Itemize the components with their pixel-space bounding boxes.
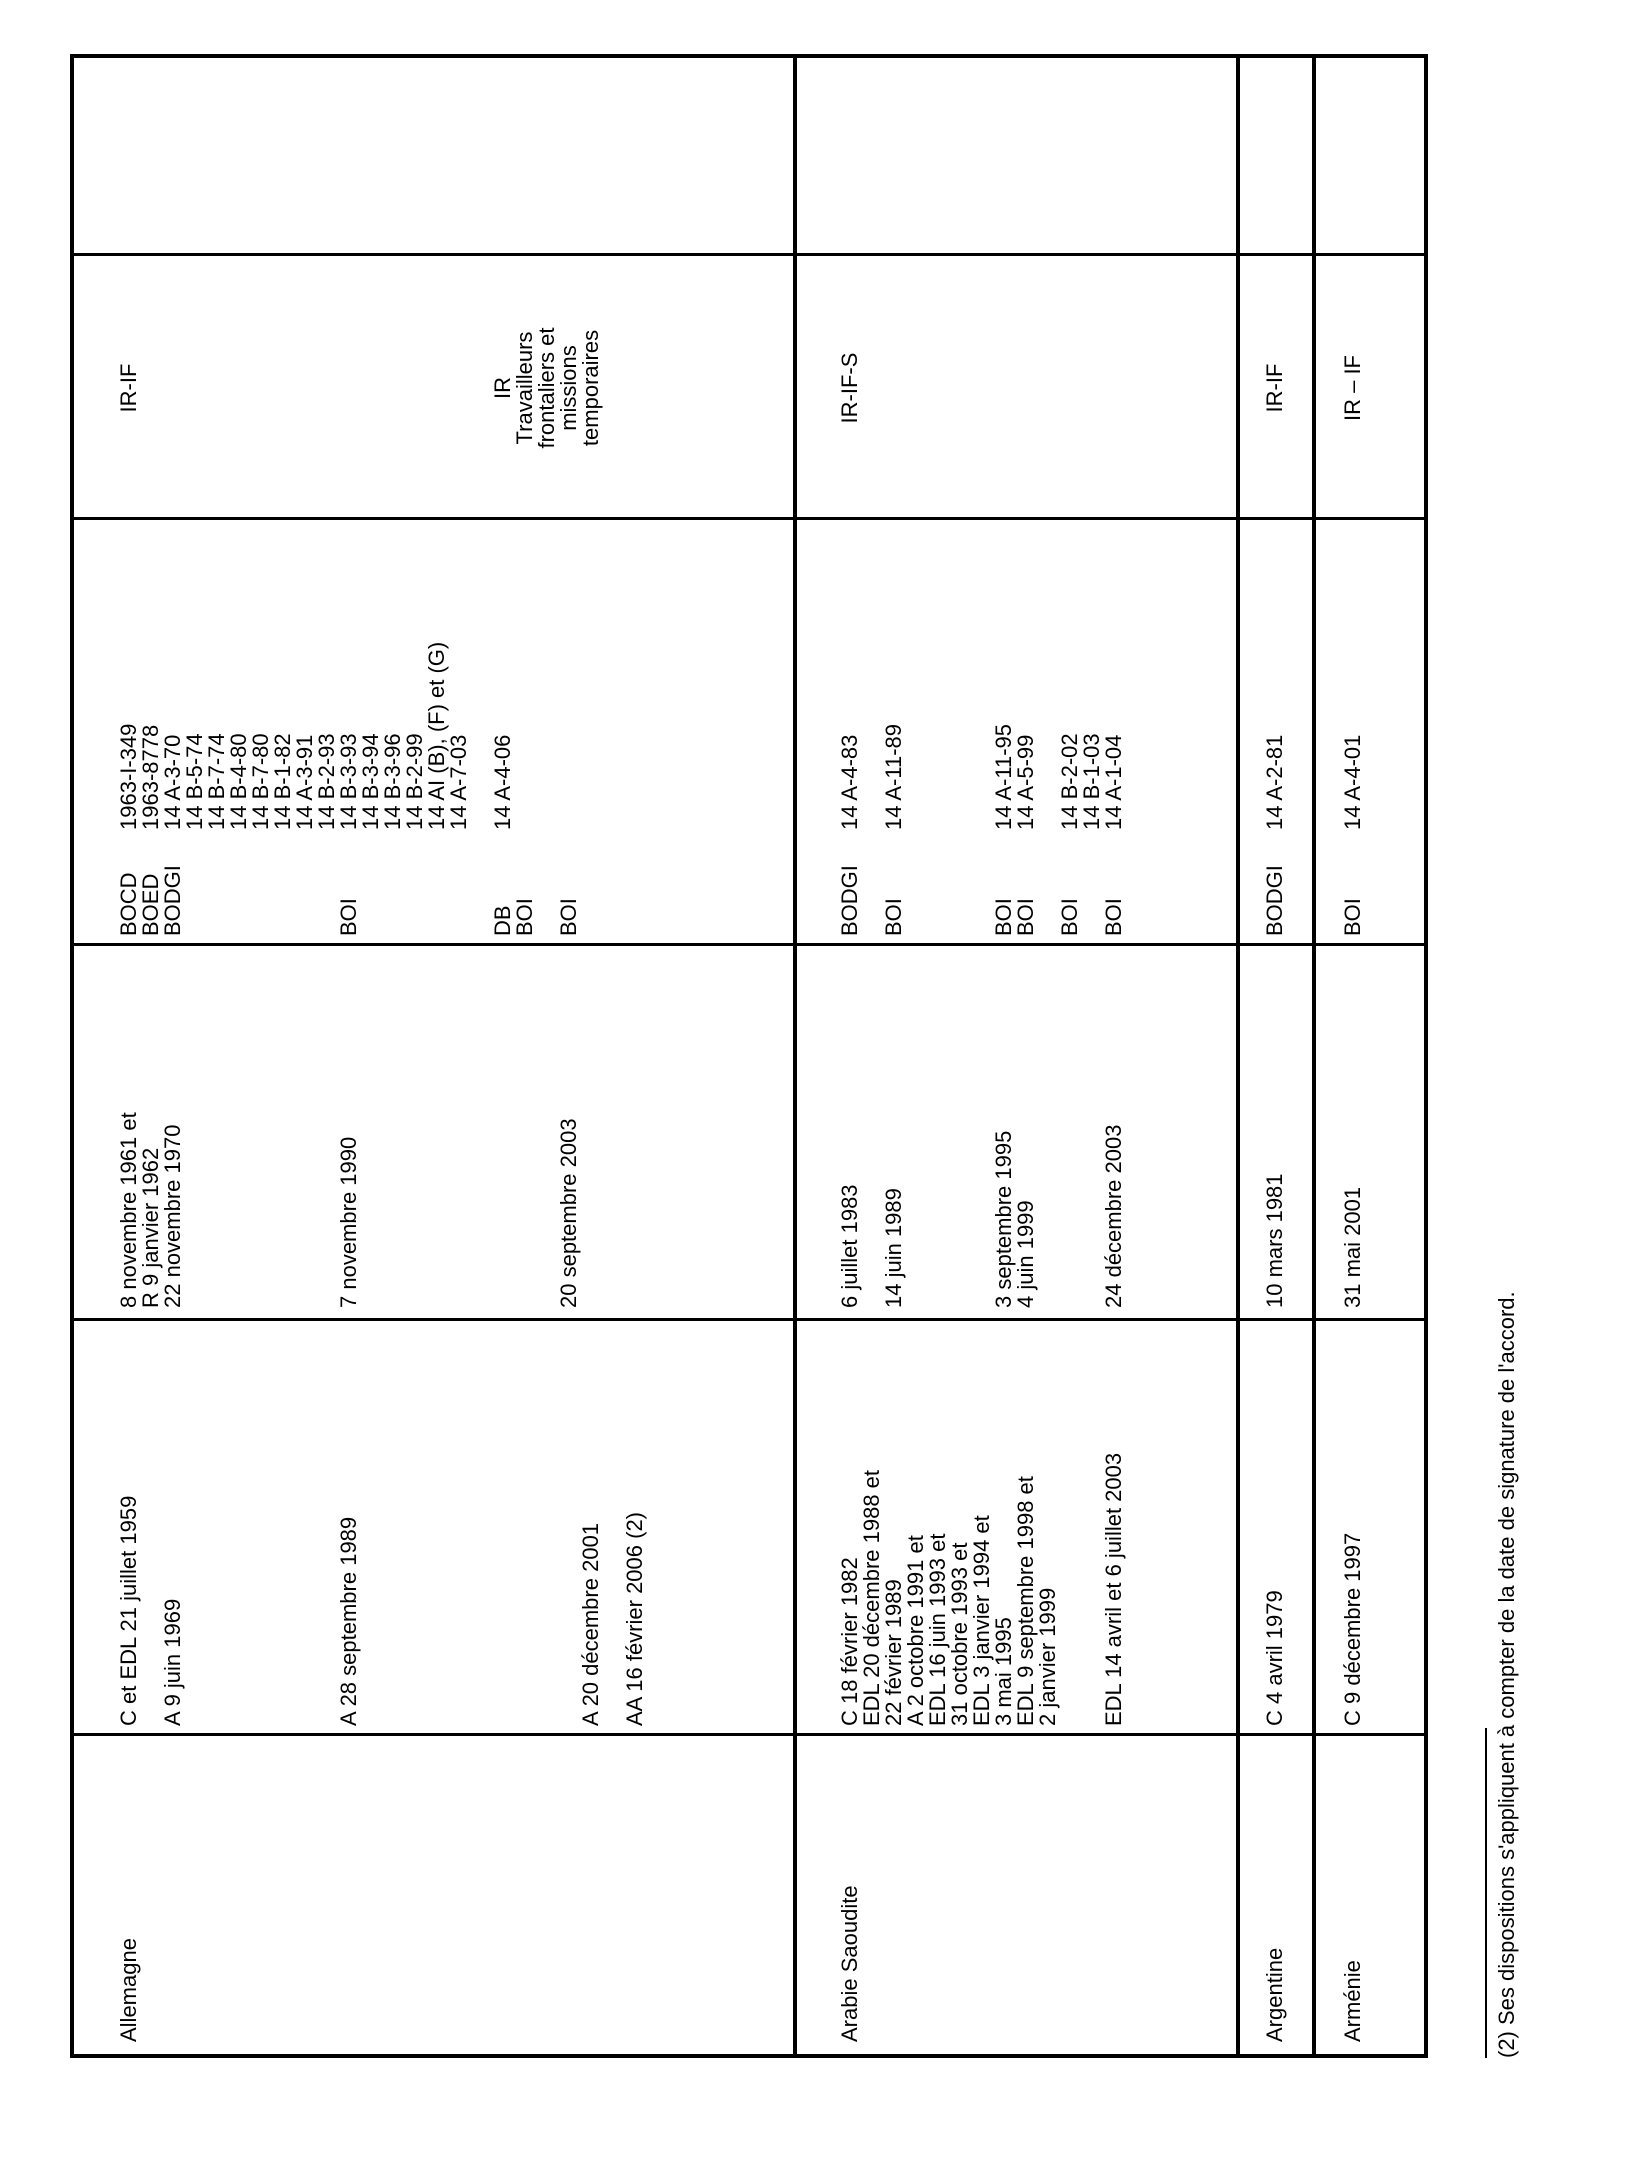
- column-divider: [74, 1733, 1424, 1736]
- cell-line: 14 B-3-93: [336, 733, 361, 830]
- cell-line: EDL 9 septembre 1998 et: [1013, 1476, 1038, 1726]
- cell-line: 3 septembre 1995: [991, 1130, 1016, 1308]
- cell-line: 14 B-3-94: [358, 733, 383, 830]
- cell-line: IR: [490, 377, 515, 399]
- cell-line: [184, 260, 206, 516]
- act-cell: [839, 1326, 1231, 1726]
- country-cell: [1342, 1742, 1422, 2042]
- cell-line: [1037, 524, 1059, 830]
- cell-line: Argentine: [1262, 1947, 1287, 2042]
- cell-line: [426, 836, 448, 936]
- cell-line: [360, 952, 382, 1308]
- cell-line: IR-IF-S: [837, 352, 862, 424]
- cell-line: [971, 524, 993, 830]
- cell-line: [927, 836, 949, 936]
- cell-line: temporaires: [578, 329, 603, 447]
- act-cell: [1264, 1326, 1308, 1726]
- cell-line: EDL 14 avril et 6 juillet 2003: [1101, 1452, 1126, 1726]
- cell-line: BOCD: [116, 872, 141, 936]
- cell-line: [272, 260, 294, 516]
- cell-line: [184, 1326, 206, 1726]
- cell-line: AA 16 février 2006 (2): [622, 1511, 647, 1726]
- cell-line: [360, 260, 382, 516]
- cell-line: [426, 952, 448, 1308]
- tax-cell: [118, 260, 788, 516]
- cell-line: [949, 524, 971, 830]
- cell-line: [861, 524, 883, 830]
- cell-line: [470, 1326, 492, 1726]
- cell-line: C 9 décembre 1997: [1340, 1532, 1365, 1726]
- cell-line: 1963-I-349: [116, 723, 141, 830]
- date-cell: [1264, 952, 1308, 1308]
- country-cell: [839, 1742, 1231, 2042]
- cell-line: 14 A-4-06: [490, 734, 515, 830]
- column-divider: [74, 943, 1424, 946]
- cell-line: [360, 836, 382, 936]
- cell-line: [404, 836, 426, 936]
- cell-line: [514, 952, 536, 1308]
- cell-line: [382, 836, 404, 936]
- cell-line: [382, 1326, 404, 1726]
- cell-line: [316, 1326, 338, 1726]
- cell-line: 14 B-7-80: [248, 733, 273, 830]
- publication-cell: [1342, 836, 1422, 936]
- cell-line: A 28 septembre 1989: [336, 1516, 361, 1726]
- date-cell: [839, 952, 1231, 1308]
- cell-line: 14 juin 1989: [881, 1188, 906, 1308]
- act-cell: [1342, 1326, 1422, 1726]
- cell-line: [294, 1326, 316, 1726]
- cell-line: DB: [490, 905, 515, 936]
- cell-line: 14 A-2-81: [1262, 734, 1287, 830]
- cell-line: 20 septembre 2003: [556, 1118, 581, 1308]
- cell-line: [905, 952, 927, 1308]
- cell-line: [272, 952, 294, 1308]
- cell-line: [1059, 1326, 1081, 1726]
- cell-line: [294, 260, 316, 516]
- cell-line: C 18 février 1982: [837, 1557, 862, 1726]
- cell-line: 14 A-4-01: [1340, 734, 1365, 830]
- tax-cell: [1342, 260, 1422, 516]
- cell-line: BOI: [1340, 898, 1365, 936]
- cell-line: [272, 1326, 294, 1726]
- cell-line: [448, 1326, 470, 1726]
- cell-line: IR-IF: [116, 363, 141, 413]
- column-divider: [74, 253, 1424, 256]
- cell-line: A 20 décembre 2001: [578, 1522, 603, 1726]
- cell-line: BOED: [138, 873, 163, 936]
- cell-line: [184, 836, 206, 936]
- cell-line: [905, 524, 927, 830]
- cell-line: [360, 1326, 382, 1726]
- cell-line: [905, 836, 927, 936]
- cell-line: [426, 260, 448, 516]
- cell-line: [162, 260, 184, 516]
- cell-line: [949, 952, 971, 1308]
- cell-line: [184, 952, 206, 1308]
- cell-line: [228, 260, 250, 516]
- reference-cell: [1264, 524, 1308, 830]
- cell-line: Travailleurs: [512, 331, 537, 445]
- cell-line: 14 A-7-03: [446, 734, 471, 830]
- cell-line: 14 AI (B), (F) et (G): [424, 641, 449, 830]
- cell-line: BOI: [881, 898, 906, 936]
- row-divider: [793, 58, 797, 2054]
- publication-cell: [118, 836, 788, 936]
- cell-line: [492, 1326, 514, 1726]
- cell-line: EDL 3 janvier 1994 et: [969, 1515, 994, 1726]
- cell-line: Arménie: [1340, 1960, 1365, 2042]
- publication-cell: [1264, 836, 1308, 936]
- reference-cell: [839, 524, 1231, 830]
- cell-line: [250, 1326, 272, 1726]
- cell-line: BOI: [512, 898, 537, 936]
- cell-line: [404, 952, 426, 1308]
- cell-line: [927, 524, 949, 830]
- cell-line: EDL 20 décembre 1988 et: [859, 1469, 884, 1726]
- cell-line: BOI: [336, 898, 361, 936]
- cell-line: BODGI: [837, 865, 862, 936]
- date-cell: [1342, 952, 1422, 1308]
- cell-line: [228, 836, 250, 936]
- cell-line: 22 février 1989: [881, 1579, 906, 1726]
- cell-line: [206, 260, 228, 516]
- cell-line: 14 B-5-74: [182, 733, 207, 830]
- cell-line: 22 novembre 1970: [160, 1124, 185, 1308]
- cell-line: [861, 952, 883, 1308]
- cell-line: C et EDL 21 juillet 1959: [116, 1495, 141, 1726]
- column-divider: [74, 517, 1424, 520]
- cell-line: 14 A-4-83: [837, 734, 862, 830]
- row-divider: [1312, 58, 1316, 2054]
- column-divider: [74, 1318, 1424, 1321]
- cell-line: 14 A-11-95: [991, 723, 1016, 830]
- cell-line: [602, 1326, 624, 1726]
- footnote-rule: [1485, 1728, 1487, 2058]
- cell-line: [382, 952, 404, 1308]
- cell-line: [470, 836, 492, 936]
- cell-line: Allemagne: [116, 1938, 141, 2042]
- cell-line: C 4 avril 1979: [1262, 1590, 1287, 1726]
- cell-line: 31 mai 2001: [1340, 1186, 1365, 1308]
- cell-line: 4 juin 1999: [1013, 1200, 1038, 1308]
- cell-line: BOI: [991, 898, 1016, 936]
- cell-line: [294, 952, 316, 1308]
- cell-line: 14 A-3-70: [160, 734, 185, 830]
- cell-line: 14 B-1-82: [270, 733, 295, 830]
- cell-line: [1037, 952, 1059, 1308]
- cell-line: 14 B-1-03: [1079, 733, 1104, 830]
- cell-line: [1059, 952, 1081, 1308]
- cell-line: [316, 836, 338, 936]
- cell-line: [382, 260, 404, 516]
- cell-line: IR – IF: [1340, 355, 1365, 422]
- cell-line: [316, 260, 338, 516]
- cell-line: [250, 952, 272, 1308]
- cell-line: missions: [556, 345, 581, 431]
- cell-line: [228, 952, 250, 1308]
- cell-line: [470, 260, 492, 516]
- cell-line: 14 B-7-74: [204, 733, 229, 830]
- cell-line: 24 décembre 2003: [1101, 1124, 1126, 1308]
- cell-line: [1037, 836, 1059, 936]
- cell-line: [294, 836, 316, 936]
- cell-line: 1963-8778: [138, 724, 163, 830]
- cell-line: [140, 1326, 162, 1726]
- cell-line: [426, 1326, 448, 1726]
- reference-cell: [1342, 524, 1422, 830]
- cell-line: 14 B-4-80: [226, 733, 251, 830]
- cell-line: [206, 952, 228, 1308]
- cell-line: [949, 836, 971, 936]
- country-cell: [1264, 1742, 1308, 2042]
- cell-line: A 2 octobre 1991 et: [903, 1535, 928, 1726]
- cell-line: BODGI: [1262, 865, 1287, 936]
- cell-line: 14 B-3-96: [380, 733, 405, 830]
- cell-line: [140, 260, 162, 516]
- cell-line: [971, 836, 993, 936]
- act-cell: [118, 1326, 788, 1726]
- publication-cell: [839, 836, 1231, 936]
- cell-line: EDL 16 juin 1993 et: [925, 1533, 950, 1726]
- cell-line: BOI: [556, 898, 581, 936]
- cell-line: BOI: [1101, 898, 1126, 936]
- row-divider: [1236, 58, 1240, 2054]
- cell-line: [1081, 952, 1103, 1308]
- cell-line: IR-IF: [1262, 363, 1287, 413]
- tax-cell: [1264, 260, 1308, 516]
- cell-line: [338, 260, 360, 516]
- cell-line: 14 A-1-04: [1101, 734, 1126, 830]
- cell-line: 3 mai 1995: [991, 1617, 1016, 1726]
- cell-line: [404, 260, 426, 516]
- cell-line: [536, 1326, 558, 1726]
- convention-table: [70, 54, 1428, 2058]
- cell-line: [206, 1326, 228, 1726]
- cell-line: 14 B-2-02: [1057, 733, 1082, 830]
- reference-cell: [118, 524, 788, 830]
- tax-cell: [839, 260, 1231, 516]
- cell-line: [971, 952, 993, 1308]
- cell-line: 14 B-2-93: [314, 733, 339, 830]
- cell-line: [206, 836, 228, 936]
- cell-line: [250, 836, 272, 936]
- cell-line: [1081, 1326, 1103, 1726]
- cell-line: [558, 1326, 580, 1726]
- cell-line: R 9 janvier 1962: [138, 1147, 163, 1308]
- cell-line: 14 A-3-91: [292, 734, 317, 830]
- cell-line: [228, 1326, 250, 1726]
- cell-line: [250, 260, 272, 516]
- cell-line: 10 mars 1981: [1262, 1173, 1287, 1308]
- cell-line: [272, 836, 294, 936]
- cell-line: 6 juillet 1983: [837, 1184, 862, 1308]
- cell-line: [927, 952, 949, 1308]
- cell-line: 2 janvier 1999: [1035, 1587, 1060, 1726]
- cell-line: [492, 952, 514, 1308]
- cell-line: [316, 952, 338, 1308]
- cell-line: [448, 260, 470, 516]
- cell-line: [448, 952, 470, 1308]
- cell-line: [448, 836, 470, 936]
- cell-line: [470, 524, 492, 830]
- footnote: (2) Ses dispositions s'appliquent à compter de la date de signature de l'accord.: [1494, 1291, 1519, 2058]
- cell-line: [404, 1326, 426, 1726]
- cell-line: [470, 952, 492, 1308]
- cell-line: 14 A-11-89: [881, 723, 906, 830]
- cell-line: [1081, 836, 1103, 936]
- cell-line: 14 A-5-99: [1013, 734, 1038, 830]
- cell-line: 14 B-2-99: [402, 733, 427, 830]
- cell-line: BODGI: [160, 865, 185, 936]
- cell-line: [861, 836, 883, 936]
- country-cell: [118, 1742, 788, 2042]
- cell-line: 7 novembre 1990: [336, 1136, 361, 1308]
- cell-line: [514, 1326, 536, 1726]
- cell-line: Arabie Saoudite: [837, 1885, 862, 2042]
- cell-line: A 9 juin 1969: [160, 1598, 185, 1726]
- cell-line: 31 octobre 1993 et: [947, 1542, 972, 1726]
- cell-line: frontaliers et: [534, 327, 559, 449]
- date-cell: [118, 952, 788, 1308]
- cell-line: [536, 836, 558, 936]
- cell-line: 8 novembre 1961 et: [116, 1112, 141, 1308]
- cell-line: BOI: [1013, 898, 1038, 936]
- cell-line: BOI: [1057, 898, 1082, 936]
- cell-line: [536, 952, 558, 1308]
